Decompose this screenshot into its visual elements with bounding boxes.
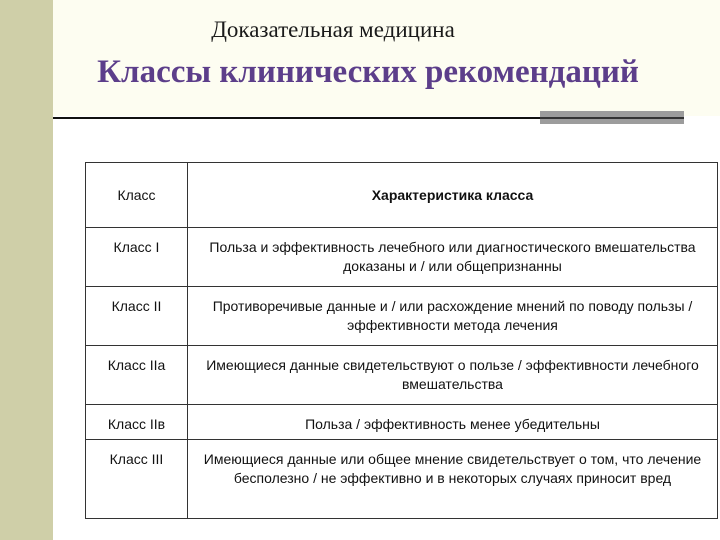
table-row [86,346,718,405]
header-characteristic: Характеристика класса [188,163,718,228]
table-row [86,440,718,519]
characteristic-cell [188,287,718,346]
characteristic-cell [188,346,718,405]
slide-title: Классы клинических рекомендаций [97,54,639,90]
characteristic-text: Противоречивые данные и / или расхождение мнений по поводу пользы / эффективности метода лечения [212,298,693,333]
class-label: Класс IIa [107,357,166,373]
header-class: Класс [86,163,188,228]
table-row [86,228,718,287]
table-row [86,287,718,346]
title-divider-accent-line [540,117,684,119]
characteristic-cell [188,405,718,440]
class-label: Класс IIв [107,416,166,432]
slide-subtitle: Доказательная медицина [211,17,455,42]
class-cell [86,287,188,346]
table-row [86,405,718,440]
class-cell [86,346,188,405]
class-cell [86,405,188,440]
class-cell [86,440,188,519]
side-decor-bar [0,0,53,540]
characteristic-text: Имеющиеся данные или общее мнение свидетельствует о том, что лечение бесполезно / не эффективно и в некоторых случаях приносит вред [203,451,702,486]
title-divider [53,117,540,119]
characteristic-cell [188,440,718,519]
class-cell [86,228,188,287]
class-label: Класс II [111,298,162,314]
characteristic-text: Польза / эффективность менее убедительны [305,416,600,432]
characteristic-cell [188,228,718,287]
characteristic-text: Польза и эффективность лечебного или диагностического вмешательства доказаны и / или общепризнанны [209,239,696,274]
class-label: Класс III [109,451,164,467]
characteristic-text: Имеющиеся данные свидетельствуют о пользе / эффективности лечебного вмешательства [206,357,699,392]
recommendation-classes-table [85,162,718,519]
class-label: Класс I [113,239,160,255]
table-header-row [86,163,718,228]
